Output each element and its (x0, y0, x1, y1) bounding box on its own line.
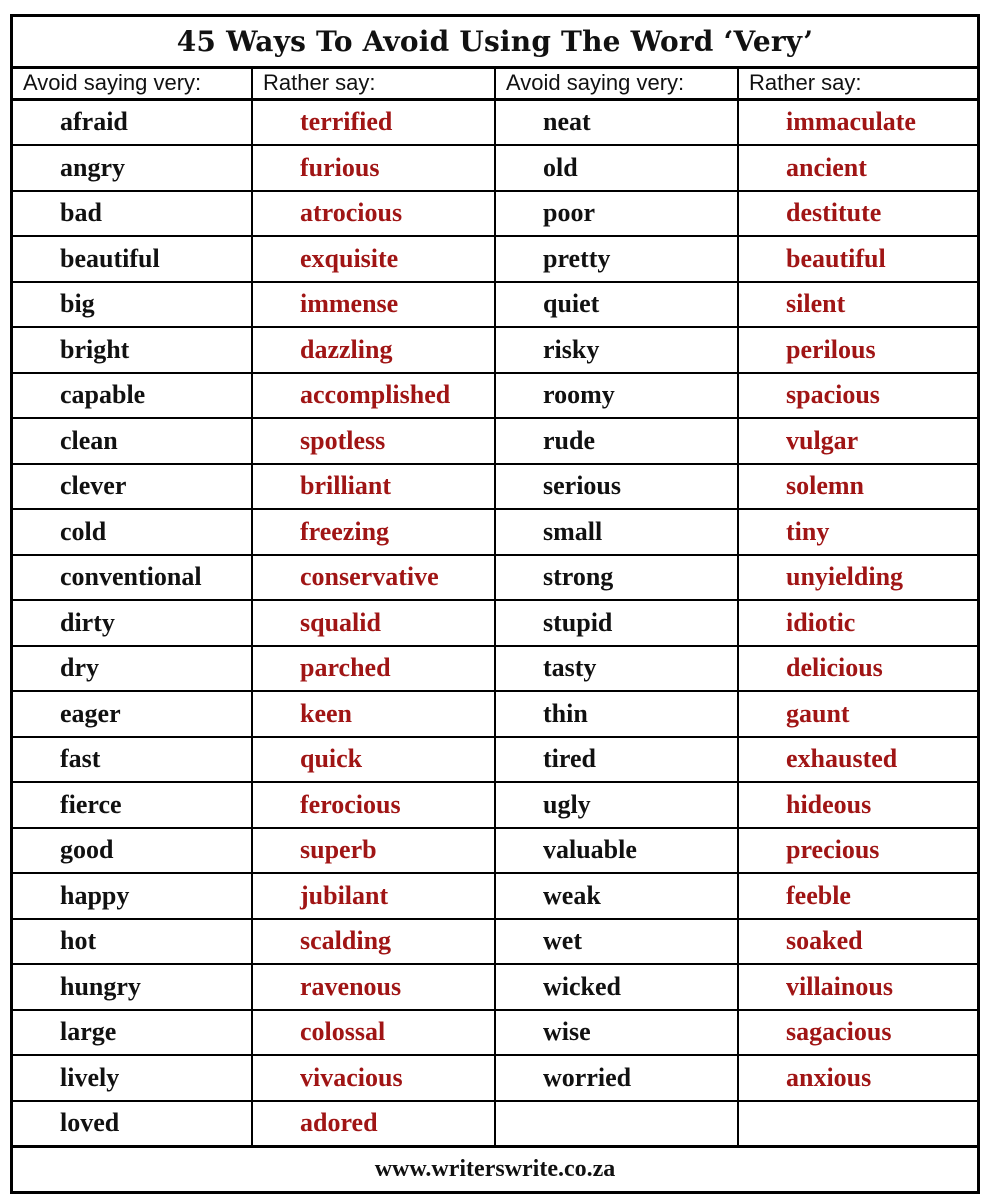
avoid-word-cell: cold (13, 510, 253, 556)
avoid-word-cell: tasty (496, 647, 739, 693)
rather-word-cell: vulgar (739, 419, 977, 465)
column-header-avoid-2: Avoid saying very: (496, 69, 739, 101)
avoid-word-cell: happy (13, 874, 253, 920)
website-footer: www.writerswrite.co.za (13, 1147, 977, 1191)
rather-word-cell: ancient (739, 146, 977, 192)
rather-word-cell: squalid (253, 601, 496, 647)
avoid-word-cell: hot (13, 920, 253, 966)
avoid-word-cell: poor (496, 192, 739, 238)
avoid-word-cell: ugly (496, 783, 739, 829)
avoid-word-cell: wise (496, 1011, 739, 1057)
rather-word-cell: dazzling (253, 328, 496, 374)
column-header-avoid-1: Avoid saying very: (13, 69, 253, 101)
avoid-word-cell: dirty (13, 601, 253, 647)
avoid-word-cell: rude (496, 419, 739, 465)
avoid-word-cell: serious (496, 465, 739, 511)
rather-word-cell: feeble (739, 874, 977, 920)
page-title: 45 Ways To Avoid Using The Word ‘Very’ (13, 17, 977, 69)
avoid-word-cell (496, 1102, 739, 1148)
avoid-word-cell: thin (496, 692, 739, 738)
avoid-word-cell: valuable (496, 829, 739, 875)
rather-word-cell: brilliant (253, 465, 496, 511)
rather-word-cell: tiny (739, 510, 977, 556)
rather-word-cell: ravenous (253, 965, 496, 1011)
word-table-sheet (10, 14, 980, 1194)
avoid-word-cell: wicked (496, 965, 739, 1011)
rather-word-cell: freezing (253, 510, 496, 556)
rather-word-cell: perilous (739, 328, 977, 374)
rather-word-cell: sagacious (739, 1011, 977, 1057)
avoid-word-cell: old (496, 146, 739, 192)
rather-word-cell: immense (253, 283, 496, 329)
word-grid (13, 69, 977, 1148)
rather-word-cell: soaked (739, 920, 977, 966)
avoid-word-cell: angry (13, 146, 253, 192)
avoid-word-cell: stupid (496, 601, 739, 647)
avoid-word-cell: large (13, 1011, 253, 1057)
avoid-word-cell: roomy (496, 374, 739, 420)
avoid-word-cell: bright (13, 328, 253, 374)
avoid-word-cell: fierce (13, 783, 253, 829)
rather-word-cell: scalding (253, 920, 496, 966)
rather-word-cell: idiotic (739, 601, 977, 647)
rather-word-cell: parched (253, 647, 496, 693)
avoid-word-cell: lively (13, 1056, 253, 1102)
avoid-word-cell: tired (496, 738, 739, 784)
rather-word-cell: exhausted (739, 738, 977, 784)
rather-word-cell: ferocious (253, 783, 496, 829)
rather-word-cell: immaculate (739, 101, 977, 147)
avoid-word-cell: bad (13, 192, 253, 238)
rather-word-cell: conservative (253, 556, 496, 602)
rather-word-cell: silent (739, 283, 977, 329)
avoid-word-cell: dry (13, 647, 253, 693)
rather-word-cell: precious (739, 829, 977, 875)
avoid-word-cell: afraid (13, 101, 253, 147)
avoid-word-cell: loved (13, 1102, 253, 1148)
avoid-word-cell: weak (496, 874, 739, 920)
column-header-rather-1: Rather say: (253, 69, 496, 101)
avoid-word-cell: wet (496, 920, 739, 966)
rather-word-cell (739, 1102, 977, 1148)
rather-word-cell: colossal (253, 1011, 496, 1057)
rather-word-cell: unyielding (739, 556, 977, 602)
avoid-word-cell: conventional (13, 556, 253, 602)
avoid-word-cell: capable (13, 374, 253, 420)
rather-word-cell: solemn (739, 465, 977, 511)
rather-word-cell: quick (253, 738, 496, 784)
column-header-rather-2: Rather say: (739, 69, 977, 101)
rather-word-cell: anxious (739, 1056, 977, 1102)
rather-word-cell: hideous (739, 783, 977, 829)
rather-word-cell: accomplished (253, 374, 496, 420)
avoid-word-cell: pretty (496, 237, 739, 283)
rather-word-cell: adored (253, 1102, 496, 1148)
rather-word-cell: spotless (253, 419, 496, 465)
avoid-word-cell: small (496, 510, 739, 556)
avoid-word-cell: neat (496, 101, 739, 147)
rather-word-cell: destitute (739, 192, 977, 238)
avoid-word-cell: eager (13, 692, 253, 738)
avoid-word-cell: good (13, 829, 253, 875)
rather-word-cell: exquisite (253, 237, 496, 283)
avoid-word-cell: strong (496, 556, 739, 602)
rather-word-cell: beautiful (739, 237, 977, 283)
avoid-word-cell: big (13, 283, 253, 329)
rather-word-cell: vivacious (253, 1056, 496, 1102)
avoid-word-cell: clever (13, 465, 253, 511)
avoid-word-cell: worried (496, 1056, 739, 1102)
rather-word-cell: atrocious (253, 192, 496, 238)
rather-word-cell: gaunt (739, 692, 977, 738)
avoid-word-cell: hungry (13, 965, 253, 1011)
rather-word-cell: furious (253, 146, 496, 192)
rather-word-cell: delicious (739, 647, 977, 693)
avoid-word-cell: beautiful (13, 237, 253, 283)
rather-word-cell: superb (253, 829, 496, 875)
rather-word-cell: jubilant (253, 874, 496, 920)
rather-word-cell: spacious (739, 374, 977, 420)
avoid-word-cell: quiet (496, 283, 739, 329)
rather-word-cell: terrified (253, 101, 496, 147)
avoid-word-cell: fast (13, 738, 253, 784)
rather-word-cell: keen (253, 692, 496, 738)
avoid-word-cell: clean (13, 419, 253, 465)
rather-word-cell: villainous (739, 965, 977, 1011)
avoid-word-cell: risky (496, 328, 739, 374)
